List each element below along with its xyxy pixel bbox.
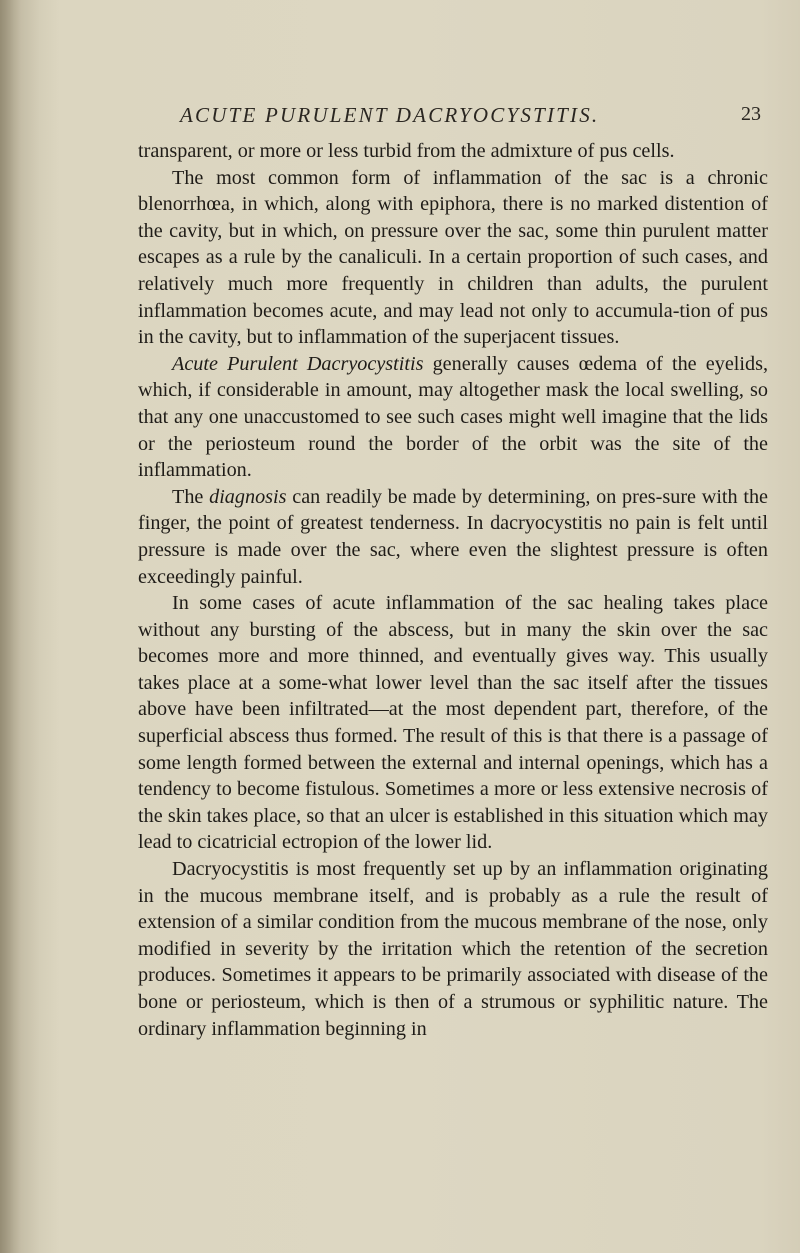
paragraph-text: can readily be made by determining, on pres-sure with the finger, the point of greatest tenderness. In dacryocystitis no pain is felt until pressure is made over the sac, where even the slightest pressure is often exceedingly painful. <box>138 485 769 588</box>
paragraph-text: generally causes œdema of the eyelids, which, if considerable in amount, may altogether mask the local swelling, so that any one unaccustomed to see such cases might well imagine that the lids or the periosteum round the border of the orbit was the site of the inflammation. <box>138 352 768 482</box>
paragraph <box>138 138 768 165</box>
binding-shadow <box>0 0 60 1253</box>
section-lead-italic: Acute Purulent Dacryocystitis <box>172 352 424 375</box>
section-lead-italic: diagnosis <box>209 485 287 508</box>
paragraph <box>138 351 768 484</box>
paragraph <box>138 165 768 351</box>
paragraph <box>138 856 768 1042</box>
paragraph-text: The most common form of inflammation of the sac is a chronic blenorrhœa, in which, along with epiphora, there is no marked distention of the cavity, but in which, on pressure over the sac, some thin purulent matter escapes as a rule by the canaliculi. In a certain proportion of such cases, and relatively much more frequently in children than adults, the purulent inflammation becomes acute, and may lead not only to accumula-tion of pus in the cavity, but to inflammation of the superjacent tissues. <box>138 166 768 349</box>
paragraph <box>138 590 768 856</box>
paragraph-text: transparent, or more or less turbid from the admixture of pus cells. <box>138 140 675 162</box>
running-head: ACUTE PURULENT DACRYOCYSTITIS. <box>180 103 600 127</box>
page-number: 23 <box>741 103 761 125</box>
body-text <box>138 138 768 1042</box>
paragraph-text: In some cases of acute inflammation of the sac healing takes place without any bursting of the abscess, but in many the skin over the sac becomes more and more thinned, and eventually gives way. This usually takes place at a some-what lower level than the sac itself after the tissues above have been infiltrated—at the most dependent part, therefore, of the superficial abscess thus formed. The result of this is that there is a passage of some length formed between the external and internal openings, which has a tendency to become fistulous. Sometimes a more or less extensive necrosis of the skin takes place, so that an ulcer is established in this situation which may lead to cicatricial ectropion of the lower lid. <box>138 592 768 854</box>
paragraph <box>138 484 768 590</box>
paragraph-pre: The <box>172 485 210 508</box>
paragraph-text: Dacryocystitis is most frequently set up by an inflammation originating in the mucous membrane itself, and is probably as a rule the result of extension of a similar condition from the mucous membrane of the nose, only modified in severity by the irritation which the retention of the secretion produces. Sometimes it appears to be primarily associated with disease of the bone or periosteum, which is then of a strumous or syphilitic nature. The ordinary inflammation beginning in <box>138 858 768 1040</box>
